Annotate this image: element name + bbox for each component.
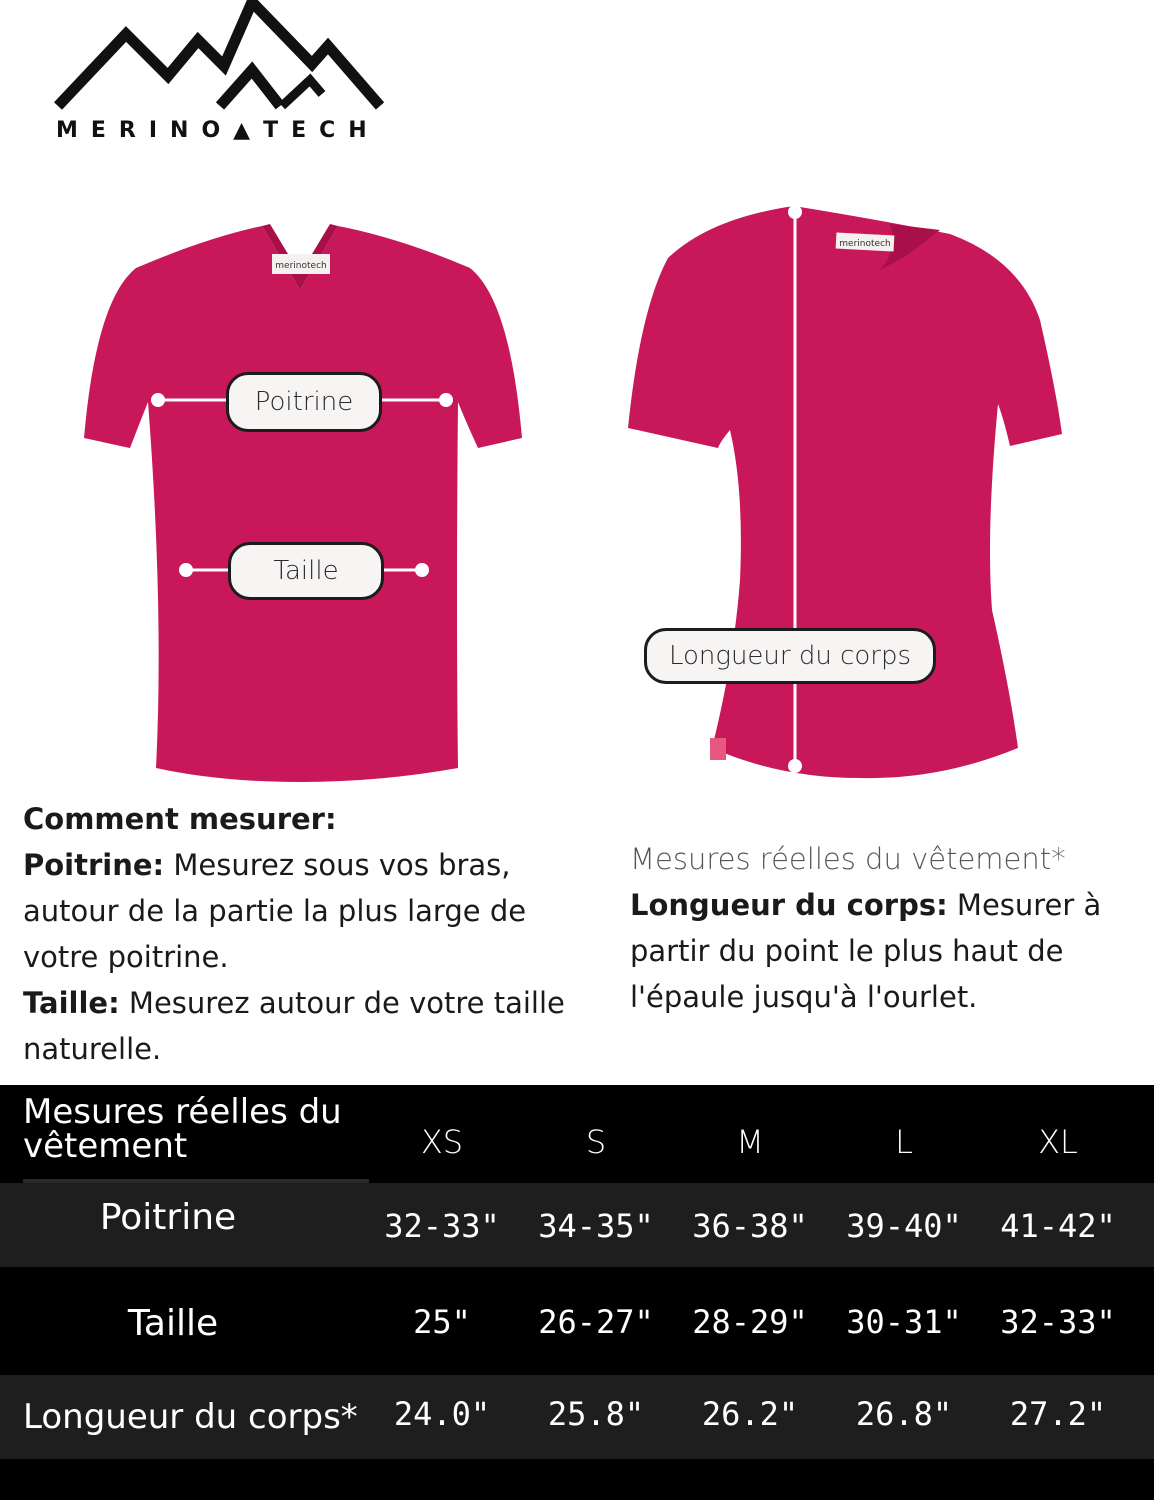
table-cell: 24.0" bbox=[393, 1395, 491, 1433]
row-label: Longueur du corps* bbox=[23, 1397, 358, 1437]
row-label: Taille bbox=[127, 1303, 219, 1344]
label-waist: Taille bbox=[228, 542, 384, 600]
table-cell: 26-27" bbox=[538, 1303, 654, 1341]
table-cell: 32-33" bbox=[1000, 1303, 1116, 1341]
table-cell: 27.2" bbox=[1009, 1395, 1107, 1433]
table-cell: 39-40" bbox=[846, 1207, 962, 1245]
table-cell: 26.8" bbox=[855, 1395, 953, 1433]
shirt-illustrations bbox=[0, 190, 1154, 800]
table-cell: 26.2" bbox=[701, 1395, 799, 1433]
table-header-row bbox=[0, 1085, 1154, 1181]
row-label: Poitrine bbox=[99, 1197, 237, 1238]
svg-text:merinotech: merinotech bbox=[275, 261, 327, 271]
brand-wordmark: MERINO▲TECH bbox=[56, 118, 380, 143]
side-shirt bbox=[628, 205, 1062, 778]
size-table bbox=[0, 1085, 1154, 1500]
label-chest: Poitrine bbox=[226, 372, 382, 432]
svg-text:merinotech: merinotech bbox=[839, 239, 891, 249]
length-term: Longueur du corps: bbox=[630, 888, 948, 922]
chest-desc: Mesurez sous vos bras, autour de la partie la plus large de votre poitrine. bbox=[23, 848, 527, 974]
table-cell: 34-35" bbox=[538, 1207, 654, 1245]
size-header: L bbox=[895, 1123, 913, 1161]
table-cell: 25" bbox=[413, 1303, 471, 1341]
size-header: XS bbox=[420, 1123, 464, 1161]
table-row bbox=[0, 1269, 1154, 1375]
table-row bbox=[0, 1183, 1154, 1267]
front-shirt bbox=[84, 224, 522, 782]
table-header-label: Mesures réelles du vêtement bbox=[23, 1092, 342, 1166]
table-cell: 28-29" bbox=[692, 1303, 808, 1341]
length-desc: Mesurer à partir du point le plus haut de l'épaule jusqu'à l'ourlet. bbox=[630, 888, 1102, 1014]
table-cell: 41-42" bbox=[1000, 1207, 1116, 1245]
table-cell: 25.8" bbox=[547, 1395, 645, 1433]
table-cell: 30-31" bbox=[846, 1303, 962, 1341]
table-row bbox=[0, 1375, 1154, 1459]
size-header: M bbox=[736, 1123, 764, 1161]
how-to-title: Comment mesurer: bbox=[23, 802, 337, 836]
waist-desc: Mesurez autour de votre taille naturelle. bbox=[23, 986, 565, 1066]
size-header: S bbox=[585, 1123, 607, 1161]
how-to-measure bbox=[23, 796, 583, 1072]
actual-measurements-note bbox=[630, 836, 1140, 1020]
size-header: XL bbox=[1038, 1123, 1078, 1161]
table-cell: 36-38" bbox=[692, 1207, 808, 1245]
table-cell: 32-33" bbox=[384, 1207, 500, 1245]
chest-term: Poitrine: bbox=[23, 848, 165, 882]
actual-heading: Mesures réelles du vêtement* bbox=[630, 842, 1066, 876]
label-body-length: Longueur du corps bbox=[644, 628, 936, 684]
waist-term: Taille: bbox=[23, 986, 120, 1020]
